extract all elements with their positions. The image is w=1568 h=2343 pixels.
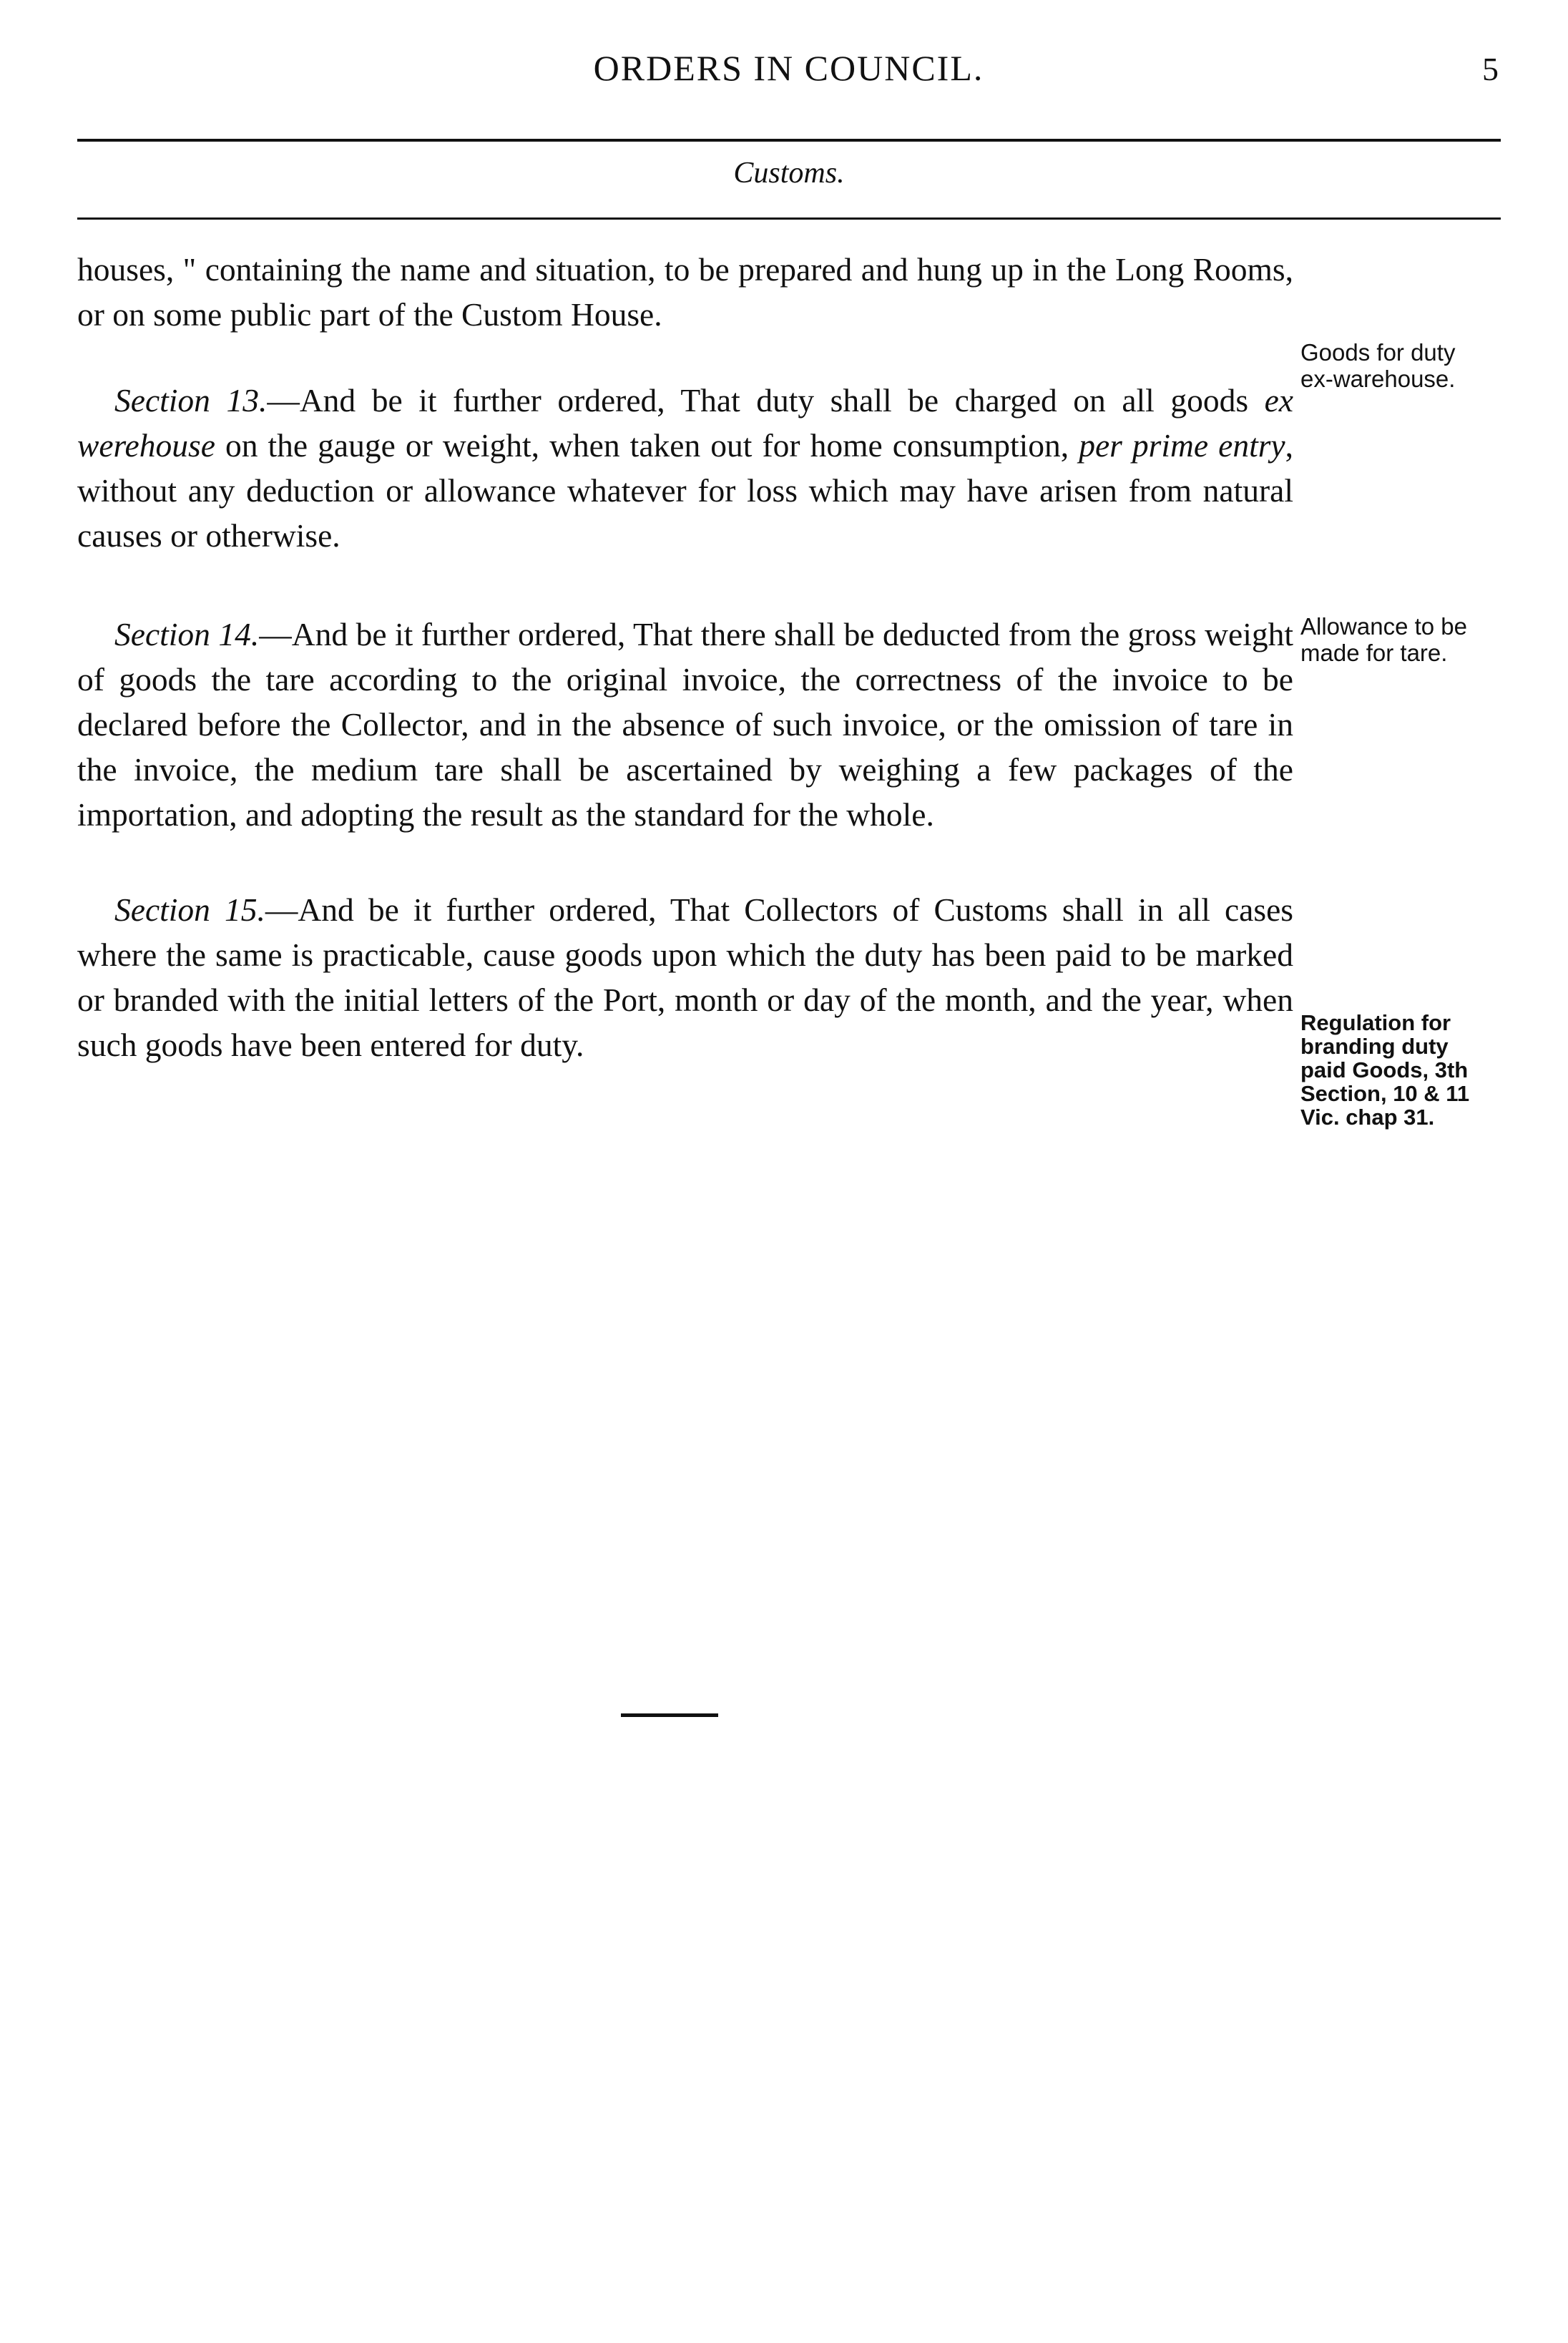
margin-note-tare-allowance: Allowance to be made for tare. bbox=[1300, 613, 1467, 666]
paragraph-text: —And be it further ordered, That duty shall be charged on all goods bbox=[267, 382, 1265, 419]
paragraph-continued bbox=[77, 247, 1293, 337]
paragraph-text: houses, " containing the name and situation, to be prepared and hung up in the Long Rooms, or on some public part of the Custom House. bbox=[77, 251, 1293, 333]
section-label: Section 13. bbox=[114, 382, 268, 419]
italic-phrase: per prime entry bbox=[1079, 427, 1285, 464]
page-number: 5 bbox=[1482, 51, 1499, 87]
paragraph-text: on the gauge or weight, when taken out for home consumption, bbox=[215, 427, 1079, 464]
running-head bbox=[79, 40, 1499, 104]
paragraph-section-13 bbox=[77, 378, 1293, 558]
italic-phrase: ex werehouse bbox=[77, 382, 1293, 464]
paragraph-text: , without any deduction or allowance whatever for loss which may have arisen from natural causes or otherwise. bbox=[77, 427, 1293, 554]
body-text bbox=[77, 247, 1293, 1067]
paragraph-text: —And be it further ordered, That there shall be deducted from the gross weight of goods the tare according to the original invoice, the correctness of the invoice to be declared before the Collector, and in the absence of such invoice, or the omission of tare in the invoice, the medium tare shall be ascertained by weighing a few packages of the importation, and adopting the result as the standard for the whole. bbox=[77, 616, 1293, 833]
paragraph-text: —And be it further ordered, That Collectors of Customs shall in all cases where the same is practicable, cause goods upon which the duty has been paid to be marked or branded with the initial letters of the Port, month or day of the month, and the year, when such goods have been entered for duty. bbox=[77, 891, 1293, 1063]
header-rule-top bbox=[77, 139, 1501, 142]
section-label: Section 15. bbox=[114, 891, 265, 928]
margin-note-branding-regulation: Regulation for branding duty paid Goods, 3th Section, 10 & 11 Vic. chap 31. bbox=[1300, 1010, 1470, 1130]
paragraph-section-15 bbox=[77, 887, 1293, 1067]
end-rule bbox=[621, 1713, 718, 1717]
section-heading: Customs. bbox=[733, 157, 845, 190]
header-rule-bottom bbox=[77, 217, 1501, 220]
section-label: Section 14. bbox=[114, 616, 260, 652]
paragraph-section-14 bbox=[77, 612, 1293, 837]
running-title: ORDERS IN COUNCIL. bbox=[593, 48, 984, 88]
margin-note-duty-ex-warehouse: Goods for duty ex-warehouse. bbox=[1300, 339, 1456, 392]
